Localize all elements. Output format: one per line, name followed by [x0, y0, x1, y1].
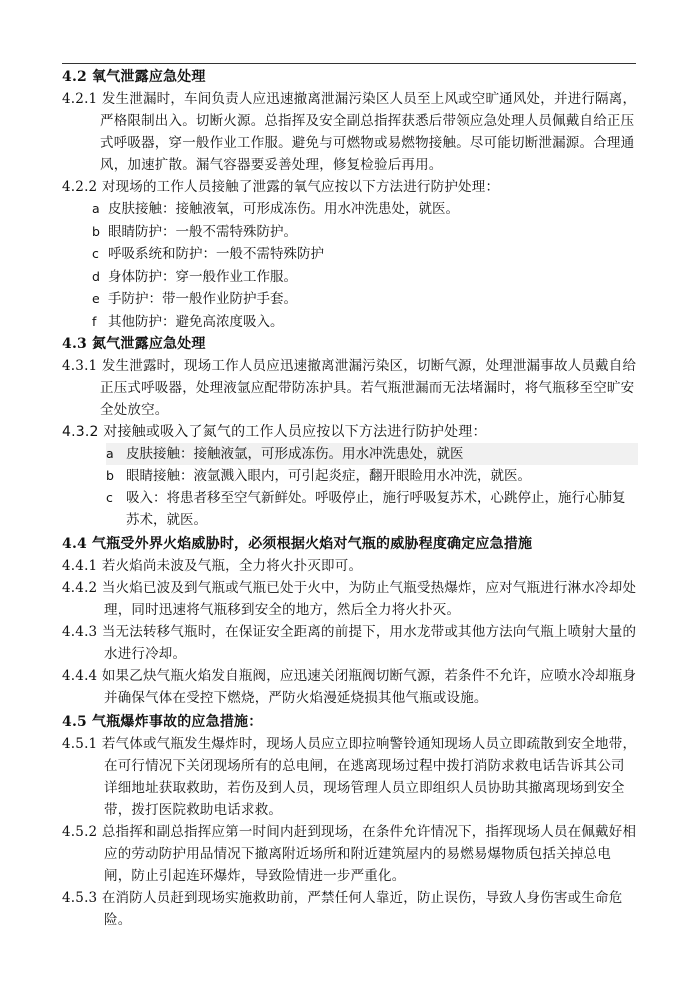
paragraph-4-4-3: 4.4.3 当无法转移气瓶时，在保证安全距离的前提下，用水龙带或其他方法向气瓶上喷射大量的水进行冷却。 [62, 624, 637, 662]
nitrogen-protection-list [62, 443, 638, 531]
list-item: c 吸入：将患者移至空气新鲜处。呼吸停止，施行呼吸复苏术，心跳停止，施行心肺复苏术，就医。 [106, 490, 626, 528]
list-item: b 眼睛接触：液氩溅入眼内，可引起炎症，翻开眼睑用水冲洗，就医。 [106, 468, 531, 484]
paragraph-4-5-3: 4.5.3 在消防人员赶到现场实施救助前，严禁任何人靠近，防止误伤，导致人身伤害或生命危险。 [62, 890, 623, 928]
paragraph-4-2-1: 4.2.1 发生泄漏时，车间负责人应迅速撤离泄漏污染区人员至上风或空旷通风处，并进行隔离，严格限制出入。切断火源。总指挥及安全副总指挥获悉后带领应急处理人员佩戴自给正压式呼吸器，穿一般作业工作服。避免与可燃物或易燃物接触。尽可能切断泄漏源。合理通风，加速扩散。漏气容器要妥善处理，修复检验后再用。 [62, 91, 637, 173]
list-item: a 皮肤接触：接触液氧，可形成冻伤。用水冲洗患处，就医。 [92, 201, 459, 217]
list-item: d 身体防护：穿一般作业工作服。 [92, 268, 297, 285]
paragraph-4-4-4: 4.4.4 如果乙炔气瓶火焰发自瓶阀，应迅速关闭瓶阀切断气源，若条件不允许，应喷水冷却瓶身并确保气体在受控下燃烧，严防火焰漫延烧损其他气瓶或设施。 [62, 668, 637, 706]
oxygen-protection-list [62, 198, 638, 333]
list-item: e 手防护：带一般作业防护手套。 [92, 291, 297, 307]
section-4-4-heading: 4.4 气瓶受外界火焰威胁时，必须根据火焰对气瓶的威胁程度确定应急措施 [62, 536, 533, 552]
list-item: c 呼吸系统和防护：一般不需特殊防护 [92, 246, 324, 262]
document-body [62, 66, 638, 931]
list-item: a 皮肤接触：接触液氩，可形成冻伤。用水冲洗患处，就医 [106, 443, 638, 465]
list-item: f 其他防护：避免高浓度吸入。 [92, 313, 284, 330]
header-rule [62, 63, 636, 64]
paragraph-4-5-1: 4.5.1 若气体或气瓶发生爆炸时，现场人员应立即拉响警铃通知现场人员立即疏散到安全地带，在可行情况下关闭现场所有的总电闸，在逃离现场过程中拨打消防求救电话告诉其公司详细地址获取救助，若伤及到人员，现场管理人员立即组织人员协助其撤离现场到安全带，拨打医院救助电话求救。 [62, 736, 637, 818]
section-4-5-heading: 4.5 气瓶爆炸事故的应急措施： [62, 714, 263, 730]
list-item: b 眼睛防护：一般不需特殊防护。 [92, 223, 297, 240]
paragraph-4-2-2: 4.2.2 对现场的工作人员接触了泄露的氧气应按以下方法进行防护处理： [62, 179, 500, 195]
paragraph-4-4-1: 4.4.1 若火焰尚未波及气瓶，全力将火扑灭即可。 [62, 558, 363, 574]
section-4-2-heading: 4.2 氧气泄露应急处理 [62, 69, 206, 85]
paragraph-4-3-1: 4.3.1 发生泄露时，现场工作人员应迅速撤离泄漏污染区，切断气源，处理泄漏事故人员戴自给正压式呼吸器，处理液氩应配带防冻护具。若气瓶泄漏而无法堵漏时，将气瓶移至空旷安全处放空。 [62, 358, 637, 418]
paragraph-4-3-2: 4.3.2 对接触或吸入了氮气的工作人员应按以下方法进行防护处理： [62, 424, 487, 440]
section-4-3-heading: 4.3 氮气泄露应急处理 [62, 336, 206, 352]
paragraph-4-4-2: 4.4.2 当火焰已波及到气瓶或气瓶已处于火中，为防止气瓶受热爆炸，应对气瓶进行淋水冷却处理，同时迅速将气瓶移到安全的地方，然后全力将火扑灭。 [62, 580, 637, 618]
paragraph-4-5-2: 4.5.2 总指挥和副总指挥应第一时间内赶到现场，在条件允许情况下，指挥现场人员在佩戴好相应的劳动防护用品情况下撤离附近场所和附近建筑屋内的易燃易爆物质包括关掉总电闸，防止引起连环爆炸，导致险情进一步严重化。 [62, 824, 637, 884]
